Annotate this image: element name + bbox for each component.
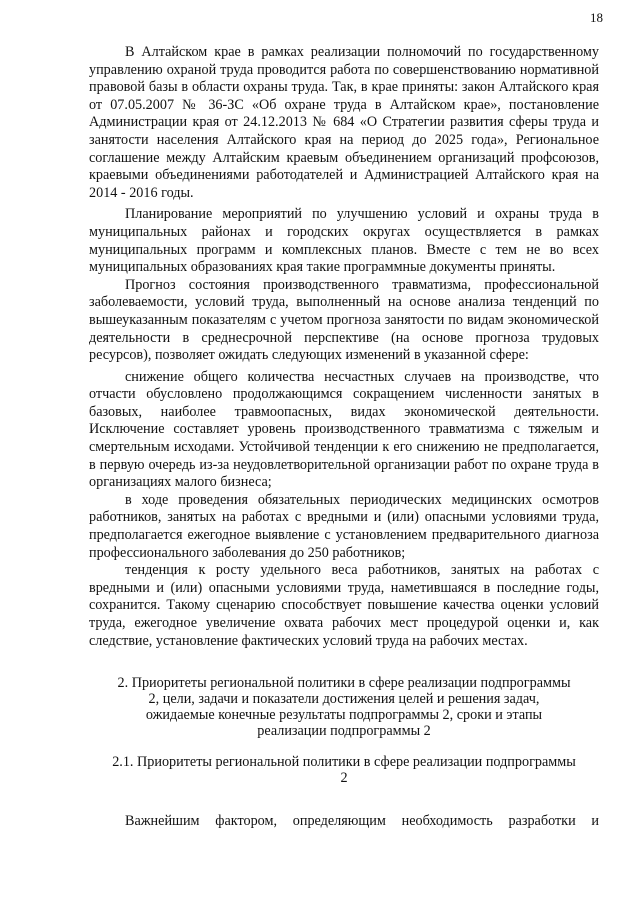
subsection-heading: 2.1. Приоритеты региональной политики в сфере реализации подпрограммы 2 <box>112 754 576 787</box>
section-heading: 2. Приоритеты региональной политики в сфере реализации подпрограммы 2, цели, задачи и показатели достижения целей и решения задач, ожидаемые конечные результаты подпрограммы 2, сроки и этапы реализации подпрограммы 2 <box>117 675 571 740</box>
paragraph-medical-exams: в ходе проведения обязательных периодических медицинских осмотров работников, занятых на работах с вредными и (или) опасными условиями труда, предполагается ежегодное выявление с установлением предварительного диагноза профессионального заболевания до 250 работников; <box>89 491 599 561</box>
paragraph-key-factor: Важнейшим фактором, определяющим необходимость разработки и <box>125 813 599 830</box>
document-body <box>89 44 599 831</box>
paragraph-harmful-conditions-trend: тенденция к росту удельного веса работников, занятых на работах с вредными и (или) опасными условиями труда, наметившаяся в последние годы, сохранится. Такому сценарию способствует повышение качества оценки условий труда, ежегодное увеличение охвата рабочих мест процедурой оценки и, как следствие, установление фактических условий труда на рабочих местах. <box>89 562 599 649</box>
page-number: 18 <box>590 10 603 25</box>
paragraph-accident-decrease: снижение общего количества несчастных случаев на производстве, что отчасти обусловлено продолжающимся сокращением численности занятых в базовых, наиболее травмоопасных, видах экономической деятельности. Исключение составляет уровень производственного травматизма с тяжелым и смертельным исходами. Устойчивой тенденции к его снижению не предполагается, в первую очередь из-за неудовлетворительной организации работ по охране труда в организациях малого бизнеса; <box>89 368 599 491</box>
paragraph-forecast: Прогноз состояния производственного травматизма, профессиональной заболеваемости, условий труда, выполненный на основе анализа тенденций по вышеуказанным показателям с учетом прогноза занятости по видам экономической деятельности в среднесрочной перспективе (на основе прогноза трудовых ресурсов), позволяет ожидать следующих изменений в указанной сфере: <box>89 276 599 364</box>
paragraph-legal-framework: В Алтайском крае в рамках реализации полномочий по государственному управлению охраной труда проводится работа по совершенствованию нормативной правовой базы в области охраны труда. Так, в крае приняты: закон Алтайского края от 07.05.2007 № 36-ЗС «Об охране труда в Алтайском крае», постановление Администрации края от 24.12.2013 № 684 «О Стратегии развития сферы труда и занятости населения Алтайского края на период до 2025 года», Региональное соглашение между Алтайским краевым объединением организаций профсоюзов, краевыми объединениями работодателей и Администрацией Алтайского края на 2014 - 2016 годы. <box>89 44 599 201</box>
paragraph-municipal-planning: Планирование мероприятий по улучшению условий и охраны труда в муниципальных районах и городских округах осуществляется в рамках муниципальных программ и комплексных планов. Вместе с тем не во всех муниципальных образованиях края такие программные документы приняты. <box>89 206 599 276</box>
